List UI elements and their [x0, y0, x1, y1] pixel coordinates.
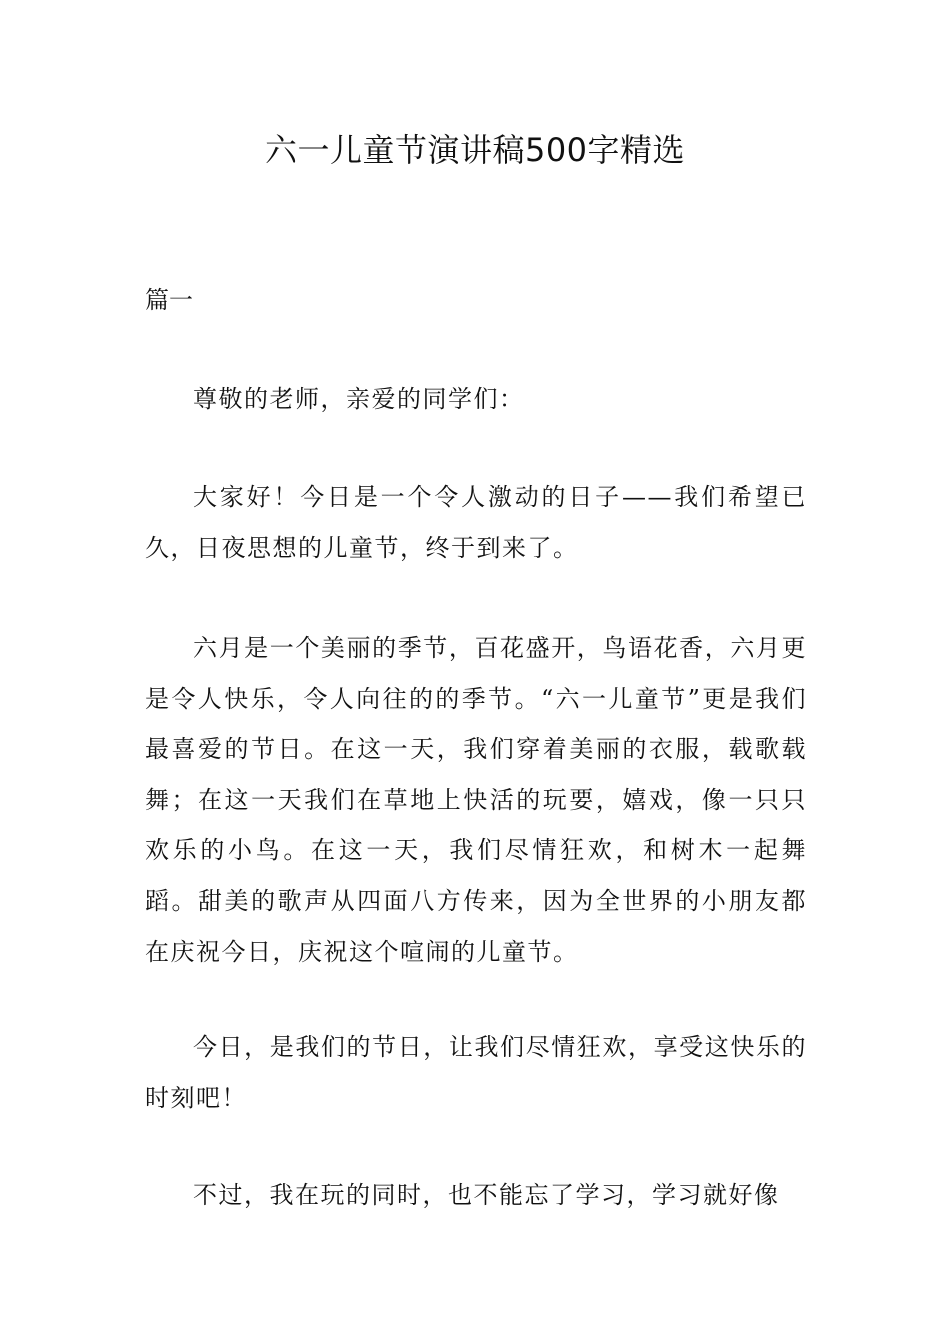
section-label: 篇一: [145, 286, 193, 314]
paragraph-celebrate: 今日，是我们的节日，让我们尽情狂欢，享受这快乐的时刻吧！: [145, 1033, 807, 1112]
paragraph-study: 不过，我在玩的同时，也不能忘了学习，学习就好像: [193, 1181, 780, 1209]
paragraph-june: 六月是一个美丽的季节，百花盛开，鸟语花香，六月更是令人快乐，令人向往的的季节。“六一儿童节”更是我们最喜爱的节日。在这一天，我们穿着美丽的衣服，载歌载舞；在这一天我们在草地上快活的玩要，嬉戏，像一只只欢乐的小鸟。在这一天，我们尽情狂欢，和树木一起舞蹈。甜美的歌声从四面八方传来，因为全世界的小朋友都在庆祝今日，庆祝这个喧闹的儿童节。: [145, 634, 807, 966]
paragraph-greeting: 尊敬的老师，亲爱的同学们：: [193, 385, 525, 413]
paragraph-opening: 大家好！今日是一个令人激动的日子——我们希望已久，日夜思想的儿童节，终于到来了。: [145, 483, 807, 562]
document-title: 六一儿童节演讲稿500字精选: [264, 131, 686, 169]
